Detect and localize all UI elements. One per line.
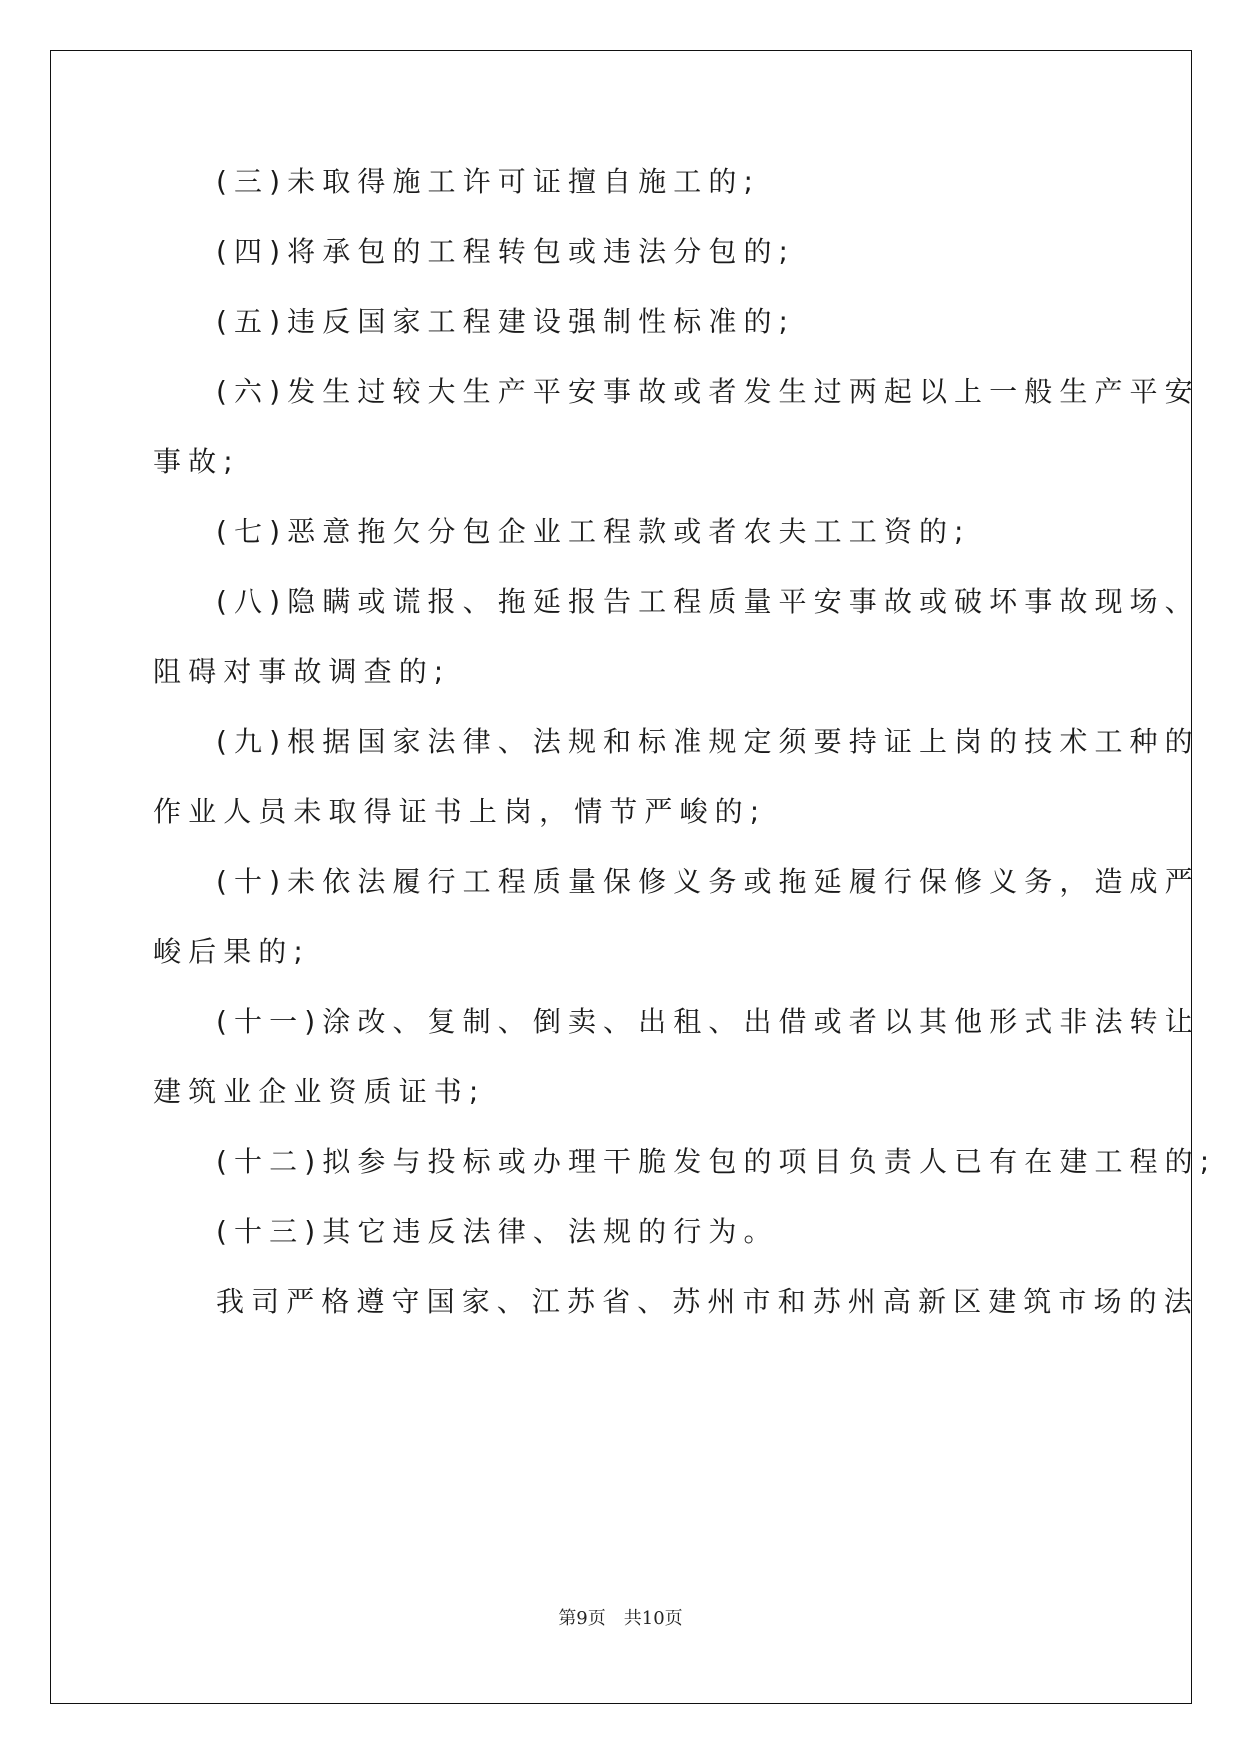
paragraph-line: (十二)拟参与投标或办理干脆发包的项目负责人已有在建工程的; xyxy=(216,1145,1217,1178)
page-footer: 第9页 共10页 xyxy=(558,1608,683,1629)
paragraph-line: (六)发生过较大生产平安事故或者发生过两起以上一般生产平安 xyxy=(216,375,1200,408)
paragraph-line: (九)根据国家法律、法规和标准规定须要持证上岗的技术工种的 xyxy=(216,725,1200,758)
paragraph-line: (十一)涂改、复制、倒卖、出租、出借或者以其他形式非法转让 xyxy=(216,1005,1200,1038)
paragraph-line: (八)隐瞒或谎报、拖延报告工程质量平安事故或破坏事故现场、 xyxy=(216,585,1200,618)
paragraph-line: 阻碍对事故调查的; xyxy=(153,655,451,688)
paragraph-line: (七)恶意拖欠分包企业工程款或者农夫工工资的; xyxy=(216,515,971,548)
paragraph-line: (十)未依法履行工程质量保修义务或拖延履行保修义务，造成严 xyxy=(216,865,1200,898)
paragraph-line: 事故; xyxy=(153,445,240,478)
paragraph-line: 建筑业企业资质证书; xyxy=(153,1075,486,1108)
paragraph-line: 作业人员未取得证书上岗，情节严峻的; xyxy=(153,795,767,828)
paragraph-line: 我司严格遵守国家、江苏省、苏州市和苏州高新区建筑市场的法 xyxy=(216,1285,1199,1318)
paragraph-line: 峻后果的; xyxy=(153,935,310,968)
paragraph-line: (四)将承包的工程转包或违法分包的; xyxy=(216,235,796,268)
paragraph-line: (十三)其它违反法律、法规的行为。 xyxy=(216,1215,779,1248)
paragraph-line: (三)未取得施工许可证擅自施工的; xyxy=(216,165,760,198)
paragraph-line: (五)违反国家工程建设强制性标准的; xyxy=(216,305,796,338)
